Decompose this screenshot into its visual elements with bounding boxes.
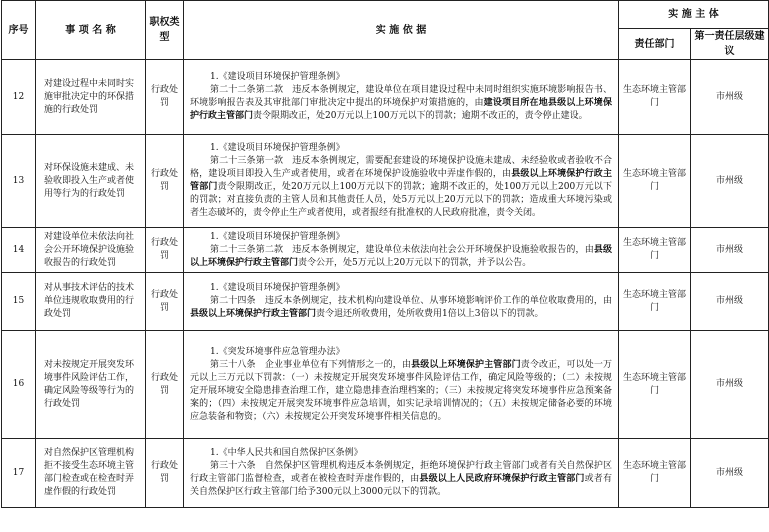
header-level: 第一责任层级建议	[691, 29, 769, 60]
legal-basis	[184, 135, 619, 228]
basis-segment: 第三十八条 企业事业单位有下列情形之一的，由	[210, 359, 412, 370]
basis-title: 1.《建设项目环境保护管理条例》	[210, 72, 345, 82]
item-name: 对建设单位未依法向社会公开环境保护设施验收报告的行政处罚	[36, 228, 146, 273]
responsibility-level: 市州级	[691, 60, 769, 135]
responsible-dept: 生态环境主管部门	[619, 60, 691, 135]
table-row	[2, 273, 769, 331]
responsibility-level: 市州级	[691, 331, 769, 439]
legal-basis	[184, 439, 619, 508]
table-row	[2, 135, 769, 228]
basis-segment: 责令退还所收费用，处所收费用1倍以上3倍以下的罚款。	[316, 309, 544, 319]
header-subject: 实 施 主 体	[619, 1, 769, 29]
basis-authority-bold: 建设项目所在地县级以上环境保护行政主管部门	[190, 98, 612, 121]
row-number: 16	[2, 331, 36, 439]
row-number: 17	[2, 439, 36, 508]
item-name: 对建设过程中未同时实施审批决定中的环保措施的行政处罚	[36, 60, 146, 135]
basis-segment: 第二十三条第二款 违反本条例规定，建设单位未依法向社会公开环境保护设施验收报告的，由	[210, 244, 594, 255]
header-no: 序号	[2, 1, 36, 60]
basis-authority-bold: 县级以上环境保护行政主管部门	[190, 244, 612, 268]
authority-list-table	[1, 0, 769, 508]
responsibility-level: 市州级	[691, 273, 769, 331]
responsible-dept: 生态环境主管部门	[619, 135, 691, 228]
basis-title: 1.《中华人民共和国自然保护区条例》	[210, 448, 363, 458]
table-row	[2, 228, 769, 273]
table-row	[2, 439, 769, 508]
item-name: 对从事技术评估的技术单位违规收取费用的行政处罚	[36, 273, 146, 331]
item-name: 对自然保护区管理机构拒不接受生态环境主管部门检查或在检查时弄虚作假的行政处罚	[36, 439, 146, 508]
item-name: 对未按规定开展突发环境事件风险评估工作，确定风险等级等行为的行政处罚	[36, 331, 146, 439]
table-row	[2, 60, 769, 135]
basis-segment: 责令限期改正，处20万元以上100万元以下的罚款；逾期不改正的，责令停止建设。	[253, 111, 588, 121]
basis-segment: 责令公开，处5万元以上20万元以下的罚款，并予以公告。	[298, 257, 532, 268]
row-number: 15	[2, 273, 36, 331]
basis-text	[190, 155, 612, 220]
basis-segment: 责令改正，可以处一万元以上三万元以下罚款：（一）未按规定开展突发环境事件风险评估工作，确定风险等级的；（二）未按规定开展环境安全隐患排查治理工作，建立隐患排查治理档案的；（三）未按规定将突发环境事件应急预案备案的；（四）未按规定开展突发环境事件应急培训，如实记录培训情况的；（五）未按规定储备必要的环境应急装备和物资；（六）未按规定公开突发环境事件相关信息的。	[190, 359, 612, 422]
responsible-dept: 生态环境主管部门	[619, 228, 691, 273]
authority-type: 行政处罚	[146, 135, 184, 228]
basis-segment: 或者有关自然保护区行政主管部门给予300元以上3000元以下的罚款。	[190, 474, 612, 497]
responsible-dept: 生态环境主管部门	[619, 331, 691, 439]
row-number: 12	[2, 60, 36, 135]
basis-text	[190, 84, 612, 123]
legal-basis	[184, 273, 619, 331]
basis-segment: 第二十二条第二款 违反本条例规定，建设单位在项目建设过程中未同时组织实施环境影响报告书、环境影响报告表及其审批部门审批决定中提出的环境保护对策措施的，由	[190, 85, 612, 108]
table-header-row	[2, 1, 769, 29]
basis-title: 1.《突发环境事件应急管理办法》	[210, 346, 345, 357]
authority-type: 行政处罚	[146, 439, 184, 508]
basis-text	[190, 359, 612, 424]
authority-type: 行政处罚	[146, 60, 184, 135]
authority-type: 行政处罚	[146, 228, 184, 273]
legal-basis	[184, 228, 619, 273]
legal-basis	[184, 331, 619, 439]
header-name: 事 项 名 称	[36, 1, 146, 60]
responsibility-level: 市州级	[691, 135, 769, 228]
basis-title: 1.《建设项目环境保护管理条例》	[210, 283, 345, 293]
basis-authority-bold: 县级以上环境保护主管部门	[411, 359, 521, 370]
authority-type: 行政处罚	[146, 273, 184, 331]
row-number: 13	[2, 135, 36, 228]
basis-authority-bold: 县级以上人民政府环境保护行政主管部门	[419, 474, 585, 484]
item-name: 对环保设施未建成、未验收即投入生产或者使用等行为的行政处罚	[36, 135, 146, 228]
header-type: 职权类型	[146, 1, 184, 60]
basis-title: 1.《建设项目环境保护管理条例》	[210, 231, 345, 242]
basis-text	[190, 460, 612, 499]
table-body	[2, 60, 769, 508]
row-number: 14	[2, 228, 36, 273]
header-basis: 实 施 依 据	[184, 1, 619, 60]
header-dept: 责任部门	[619, 29, 691, 60]
basis-segment: 责令限期改正，处20万元以上100万元以下的罚款；逾期不改正的，处100万元以上200万元以下的罚款；对直接负责的主管人员和其他责任人员，处5万元以上20万元以下的罚款；造成重大环境污染或者生态破坏的，责令停止生产或者使用，或者报经有批准权的人民政府批准，责令关闭。	[190, 182, 612, 218]
responsibility-level: 市州级	[691, 228, 769, 273]
table-row	[2, 331, 769, 439]
responsibility-level: 市州级	[691, 439, 769, 508]
basis-title: 1.《建设项目环境保护管理条例》	[210, 143, 345, 153]
basis-text	[190, 244, 612, 270]
basis-segment: 第二十三条第一款 违反本条例规定，需要配套建设的环境保护设施未建成、未经验收或者验收不合格，建设项目即投入生产或者使用，或者在环境保护设施验收中弄虚作假的，由	[190, 156, 612, 179]
responsible-dept: 生态环境主管部门	[619, 439, 691, 508]
basis-text	[190, 295, 612, 321]
basis-segment: 第二十四条 违反本条例规定，技术机构向建设单位、从事环境影响评价工作的单位收取费用的，由	[210, 296, 612, 306]
basis-segment: 第三十六条 自然保护区管理机构违反本条例规定，拒绝环境保护行政主管部门或者有关自然保护区行政主管部门监督检查，或者在被检查时弄虚作假的，由	[190, 461, 612, 484]
responsible-dept: 生态环境主管部门	[619, 273, 691, 331]
authority-type: 行政处罚	[146, 331, 184, 439]
legal-basis	[184, 60, 619, 135]
basis-authority-bold: 县级以上环境保护行政主管部门	[190, 309, 317, 319]
basis-authority-bold: 县级以上环境保护行政主管部门	[190, 169, 612, 192]
